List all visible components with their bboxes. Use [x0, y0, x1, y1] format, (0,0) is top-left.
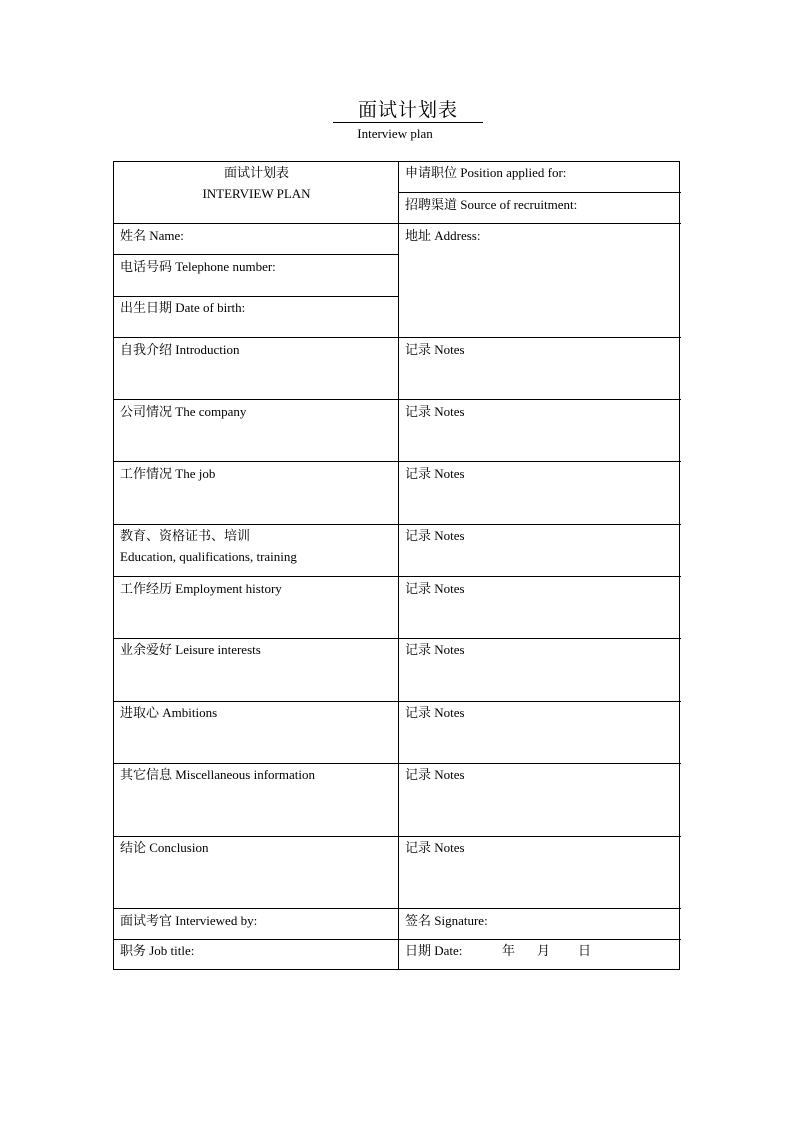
row-divider — [114, 399, 681, 400]
row-divider — [114, 638, 681, 639]
source-of-recruitment-field[interactable]: 招聘渠道 Source of recruitment: — [405, 197, 578, 212]
divider-header-bottom — [114, 223, 681, 224]
form-header-en: INTERVIEW PLAN — [202, 186, 311, 201]
row-divider — [114, 939, 681, 940]
column-divider — [398, 162, 399, 970]
date-day-label: 日 — [578, 943, 592, 958]
section-conclusion-label: 结论 Conclusion — [120, 840, 209, 855]
section-ambitions-notes[interactable]: 记录 Notes — [405, 705, 465, 720]
signature-field[interactable]: 签名 Signature: — [405, 913, 488, 928]
divider-phone-dob — [114, 296, 399, 297]
section-introduction-label: 自我介绍 Introduction — [120, 342, 240, 357]
interview-plan-form — [113, 161, 680, 970]
date-month-label: 月 — [537, 943, 551, 958]
row-divider — [114, 908, 681, 909]
section-employment-label: 工作经历 Employment history — [120, 581, 282, 596]
section-leisure-label: 业余爱好 Leisure interests — [120, 642, 261, 657]
divider-name-phone — [114, 254, 399, 255]
section-education-label: 教育、资格证书、培训 — [120, 528, 251, 543]
form-header-cn: 面试计划表 — [223, 165, 289, 180]
section-job-notes[interactable]: 记录 Notes — [405, 466, 465, 481]
row-divider — [114, 701, 681, 702]
date-field[interactable]: 日期 Date: — [405, 943, 463, 958]
section-misc-label: 其它信息 Miscellaneous information — [120, 767, 315, 782]
row-divider — [114, 763, 681, 764]
page-title: 面试计划表 — [333, 98, 483, 123]
telephone-field[interactable]: 电话号码 Telephone number: — [120, 259, 276, 274]
section-education-notes[interactable]: 记录 Notes — [405, 528, 465, 543]
section-job-label: 工作情况 The job — [120, 466, 216, 481]
section-ambitions-label: 进取心 Ambitions — [120, 705, 218, 720]
section-leisure-notes[interactable]: 记录 Notes — [405, 642, 465, 657]
section-company-label: 公司情况 The company — [120, 404, 247, 419]
row-divider — [114, 576, 681, 577]
interviewed-by-field[interactable]: 面试考官 Interviewed by: — [120, 913, 258, 928]
position-applied-field[interactable]: 申请职位 Position applied for: — [405, 165, 567, 180]
divider-position-source — [399, 192, 681, 193]
row-divider — [114, 524, 681, 525]
name-field[interactable]: 姓名 Name: — [120, 228, 184, 243]
section-conclusion-notes[interactable]: 记录 Notes — [405, 840, 465, 855]
section-education-label-en: Education, qualifications, training — [120, 549, 297, 564]
date-year-label: 年 — [502, 943, 516, 958]
section-company-notes[interactable]: 记录 Notes — [405, 404, 465, 419]
page-subtitle: Interview plan — [357, 126, 433, 141]
address-field[interactable]: 地址 Address: — [405, 228, 481, 243]
section-employment-notes[interactable]: 记录 Notes — [405, 581, 465, 596]
row-divider — [114, 461, 681, 462]
job-title-field[interactable]: 职务 Job title: — [120, 943, 195, 958]
section-misc-notes[interactable]: 记录 Notes — [405, 767, 465, 782]
section-introduction-notes[interactable]: 记录 Notes — [405, 342, 465, 357]
date-of-birth-field[interactable]: 出生日期 Date of birth: — [120, 300, 246, 315]
row-divider — [114, 836, 681, 837]
row-divider — [114, 337, 681, 338]
